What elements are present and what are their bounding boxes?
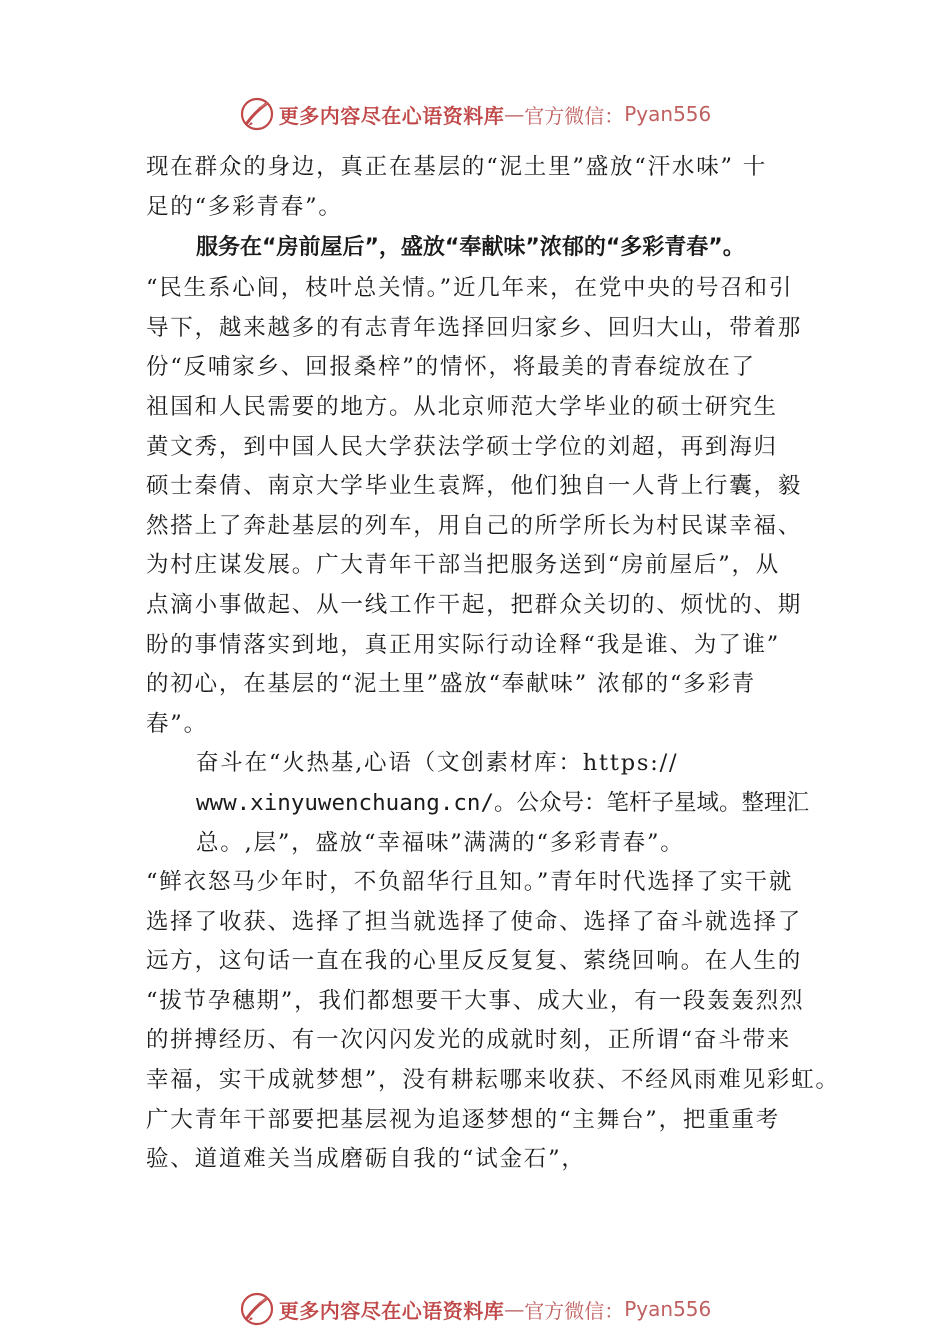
body-line: 硕士秦倩、南京大学毕业生袁辉，他们独自一人背上行囊，毅 xyxy=(146,473,803,500)
body-line: “拔节孕穗期”，我们都想要干大事、成大业，有一段轰轰烈烈 xyxy=(146,987,805,1014)
header-banner xyxy=(0,92,950,136)
document-body xyxy=(146,148,840,1180)
header-brand-text: 更多内容尽在心语资料库 xyxy=(278,103,505,128)
body-line: 足的“多彩青春”。 xyxy=(146,193,343,220)
body-line: 为村庄谋发展。广大青年干部当把服务送到“房前屋后”，从 xyxy=(146,552,781,579)
section-heading-line: 奋斗在“火热基,心语（文创素材库：https:// xyxy=(196,750,679,777)
body-line: “鲜衣怒马少年时，不负韶华行且知。”青年时代选择了实干就 xyxy=(146,869,794,896)
body-line: 现在群众的身边，真正在基层的“泥土里”盛放“汗水味” 十 xyxy=(146,154,768,180)
body-line: 点滴小事做起、从一线工作干起，把群众关切的、烦忧的、期 xyxy=(146,591,803,618)
body-line: 黄文秀，到中国人民大学获法学硕士学位的刘超，再到海归 xyxy=(146,433,778,460)
body-line: “民生系心间，枝叶总关情。”近几年来，在党中央的号召和引 xyxy=(146,275,794,302)
body-line: 份“反哺家乡、回报桑梓”的情怀，将最美的青春绽放在了 xyxy=(146,354,756,381)
body-line: 的拼搏经历、有一次闪闪发光的成就时刻，正所谓“奋斗带来 xyxy=(146,1027,792,1054)
header-wechat-label: 官方微信： xyxy=(524,103,625,128)
pen-logo-icon xyxy=(239,1291,275,1327)
footer-wechat-label: 官方微信： xyxy=(524,1298,625,1323)
body-line: 的初心，在基层的“泥土里”盛放“奉献味” 浓郁的“多彩青 xyxy=(146,671,757,698)
section-heading-line: 总。,层”，盛放“幸福味”满满的“多彩青春”。 xyxy=(196,829,685,856)
body-line: 然搭上了奔赴基层的列车，用自己的所学所长为村民谋幸福、 xyxy=(146,512,803,539)
body-line: 选择了收获、选择了担当就选择了使命、选择了奋斗就选择了 xyxy=(146,908,803,935)
body-line: 广大青年干部要把基层视为追逐梦想的“主舞台”，把重重考 xyxy=(146,1106,781,1133)
footer-wechat-id: Pyan556 xyxy=(624,1297,712,1321)
body-line: 导下，越来越多的有志青年选择回归家乡、回归大山，带着那 xyxy=(146,314,803,341)
body-line: 幸福，实干成就梦想”，没有耕耘哪来收获、不经风雨难见彩虹。 xyxy=(146,1067,840,1094)
footer-separator: — xyxy=(504,1297,525,1321)
section-heading-line: www.xinyuwenchuang.cn/。公众号：笔杆子星域。整理汇 xyxy=(196,789,810,816)
section-heading: 服务在“房前屋后”，盛放“奉献味”浓郁的“多彩青春”。 xyxy=(196,235,745,261)
body-line: 盼的事情落实到地，真正用实际行动诠释“我是谁、为了谁” xyxy=(146,631,781,658)
body-line: 祖国和人民需要的地方。从北京师范大学毕业的硕士研究生 xyxy=(146,393,778,420)
body-line: 春”。 xyxy=(146,710,208,737)
footer-banner xyxy=(0,1287,950,1331)
pen-logo-icon xyxy=(239,96,275,132)
header-wechat-id: Pyan556 xyxy=(624,102,712,126)
header-separator: — xyxy=(504,102,525,126)
body-line: 验、道道难关当成磨砺自我的“试金石”， xyxy=(146,1146,586,1173)
body-line: 远方，这句话一直在我的心里反反复复、萦绕回响。在人生的 xyxy=(146,948,803,975)
footer-brand-text: 更多内容尽在心语资料库 xyxy=(278,1298,505,1323)
